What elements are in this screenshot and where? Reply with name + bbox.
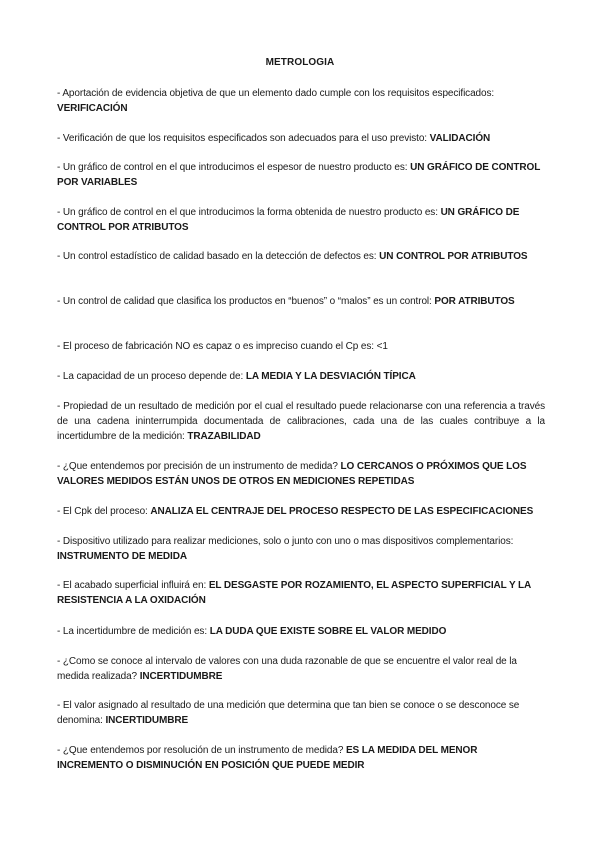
answer-text: INCERTIDUMBRE	[105, 715, 189, 726]
question-text: - Propiedad de un resultado de medición por el cual el resultado puede relacionarse con una referencia a través de una cadena ininterrumpida documentada de calibraciones, cada una de las cuales contribuye a la incertidumbre de la medición:	[57, 401, 545, 442]
qa-item-1	[57, 86, 545, 116]
answer-text: POR ATRIBUTOS	[434, 296, 515, 307]
answer-text: LA DUDA QUE EXISTE SOBRE EL VALOR MEDIDO	[209, 626, 447, 637]
qa-item-5	[57, 249, 545, 264]
answer-text: UN GRÁFICO DE CONTROL POR ATRIBUTOS	[57, 207, 520, 233]
qa-item-16	[57, 698, 545, 728]
qa-item-9	[57, 399, 545, 444]
qa-item-2	[57, 131, 545, 146]
question-text: - Dispositivo utilizado para realizar mediciones, solo o junto con uno o mas dispositivos complementarios:	[57, 536, 514, 547]
qa-item-6	[57, 294, 545, 309]
answer-text: ANALIZA EL CENTRAJE DEL PROCESO RESPECTO DE LAS ESPECIFICACIONES	[150, 506, 534, 517]
answer-text: UN GRÁFICO DE CONTROL POR VARIABLES	[57, 162, 541, 188]
qa-item-15	[57, 654, 545, 684]
qa-item-12	[57, 534, 545, 564]
answer-text: INCERTIDUMBRE	[139, 671, 223, 682]
question-text: - Un gráfico de control en el que introducimos el espesor de nuestro producto es:	[57, 162, 411, 173]
question-text: - Un control estadístico de calidad basado en la detección de defectos es:	[57, 251, 380, 262]
question-text: - ¿Que entendemos por resolución de un instrumento de medida?	[57, 745, 346, 756]
page-title: METROLOGIA	[265, 57, 335, 68]
question-text: - ¿Como se conoce al intervalo de valores con una duda razonable de que se encuentre el valor real de la medida realizada?	[57, 656, 517, 682]
answer-text: VERIFICACIÓN	[57, 103, 128, 114]
question-text: - Un control de calidad que clasifica los productos en “buenos” o “malos” es un control:	[57, 296, 435, 307]
answer-text: TRAZABILIDAD	[187, 431, 261, 442]
question-text: - La incertidumbre de medición es:	[57, 626, 210, 637]
question-text: - El Cpk del proceso:	[57, 506, 151, 517]
qa-item-4	[57, 205, 545, 235]
answer-text: INSTRUMENTO DE MEDIDA	[57, 551, 187, 562]
answer-text: VALIDACIÓN	[429, 133, 491, 144]
question-text: - Verificación de que los requisitos especificados son adecuados para el uso previsto:	[57, 133, 430, 144]
answer-text: LO CERCANOS O PRÓXIMOS QUE LOS VALORES MEDIDOS ESTÁN UNOS DE OTROS EN MEDICIONES REPETIDAS	[57, 461, 527, 487]
qa-item-8	[57, 369, 545, 384]
question-text: - El valor asignado al resultado de una medición que determina que tan bien se conoce o se desconoce se denomina:	[57, 700, 520, 726]
question-text: - El proceso de fabricación NO es capaz o es impreciso cuando el Cp es: <1	[57, 341, 388, 352]
qa-item-11	[57, 504, 545, 519]
answer-text: UN CONTROL POR ATRIBUTOS	[379, 251, 528, 262]
question-text: - La capacidad de un proceso depende de:	[57, 371, 246, 382]
question-text: - Un gráfico de control en el que introducimos la forma obtenida de nuestro producto es:	[57, 207, 441, 218]
qa-item-7	[57, 339, 545, 354]
qa-item-17	[57, 743, 545, 773]
answer-text: ES LA MEDIDA DEL MENOR INCREMENTO O DISMINUCIÓN EN POSICIÓN QUE PUEDE MEDIR	[57, 745, 478, 771]
question-text: - ¿Que entendemos por precisión de un instrumento de medida?	[57, 461, 341, 472]
question-text: - Aportación de evidencia objetiva de que un elemento dado cumple con los requisitos especificados:	[57, 88, 495, 99]
question-text: - El acabado superficial influirá en:	[57, 580, 209, 591]
qa-item-10	[57, 459, 545, 489]
qa-item-13	[57, 578, 545, 608]
qa-item-3	[57, 160, 545, 190]
qa-item-14	[57, 624, 545, 639]
answer-text: EL DESGASTE POR ROZAMIENTO, EL ASPECTO SUPERFICIAL Y LA RESISTENCIA A LA OXIDACIÓN	[57, 580, 531, 606]
answer-text: LA MEDIA Y LA DESVIACIÓN TÍPICA	[245, 371, 416, 382]
